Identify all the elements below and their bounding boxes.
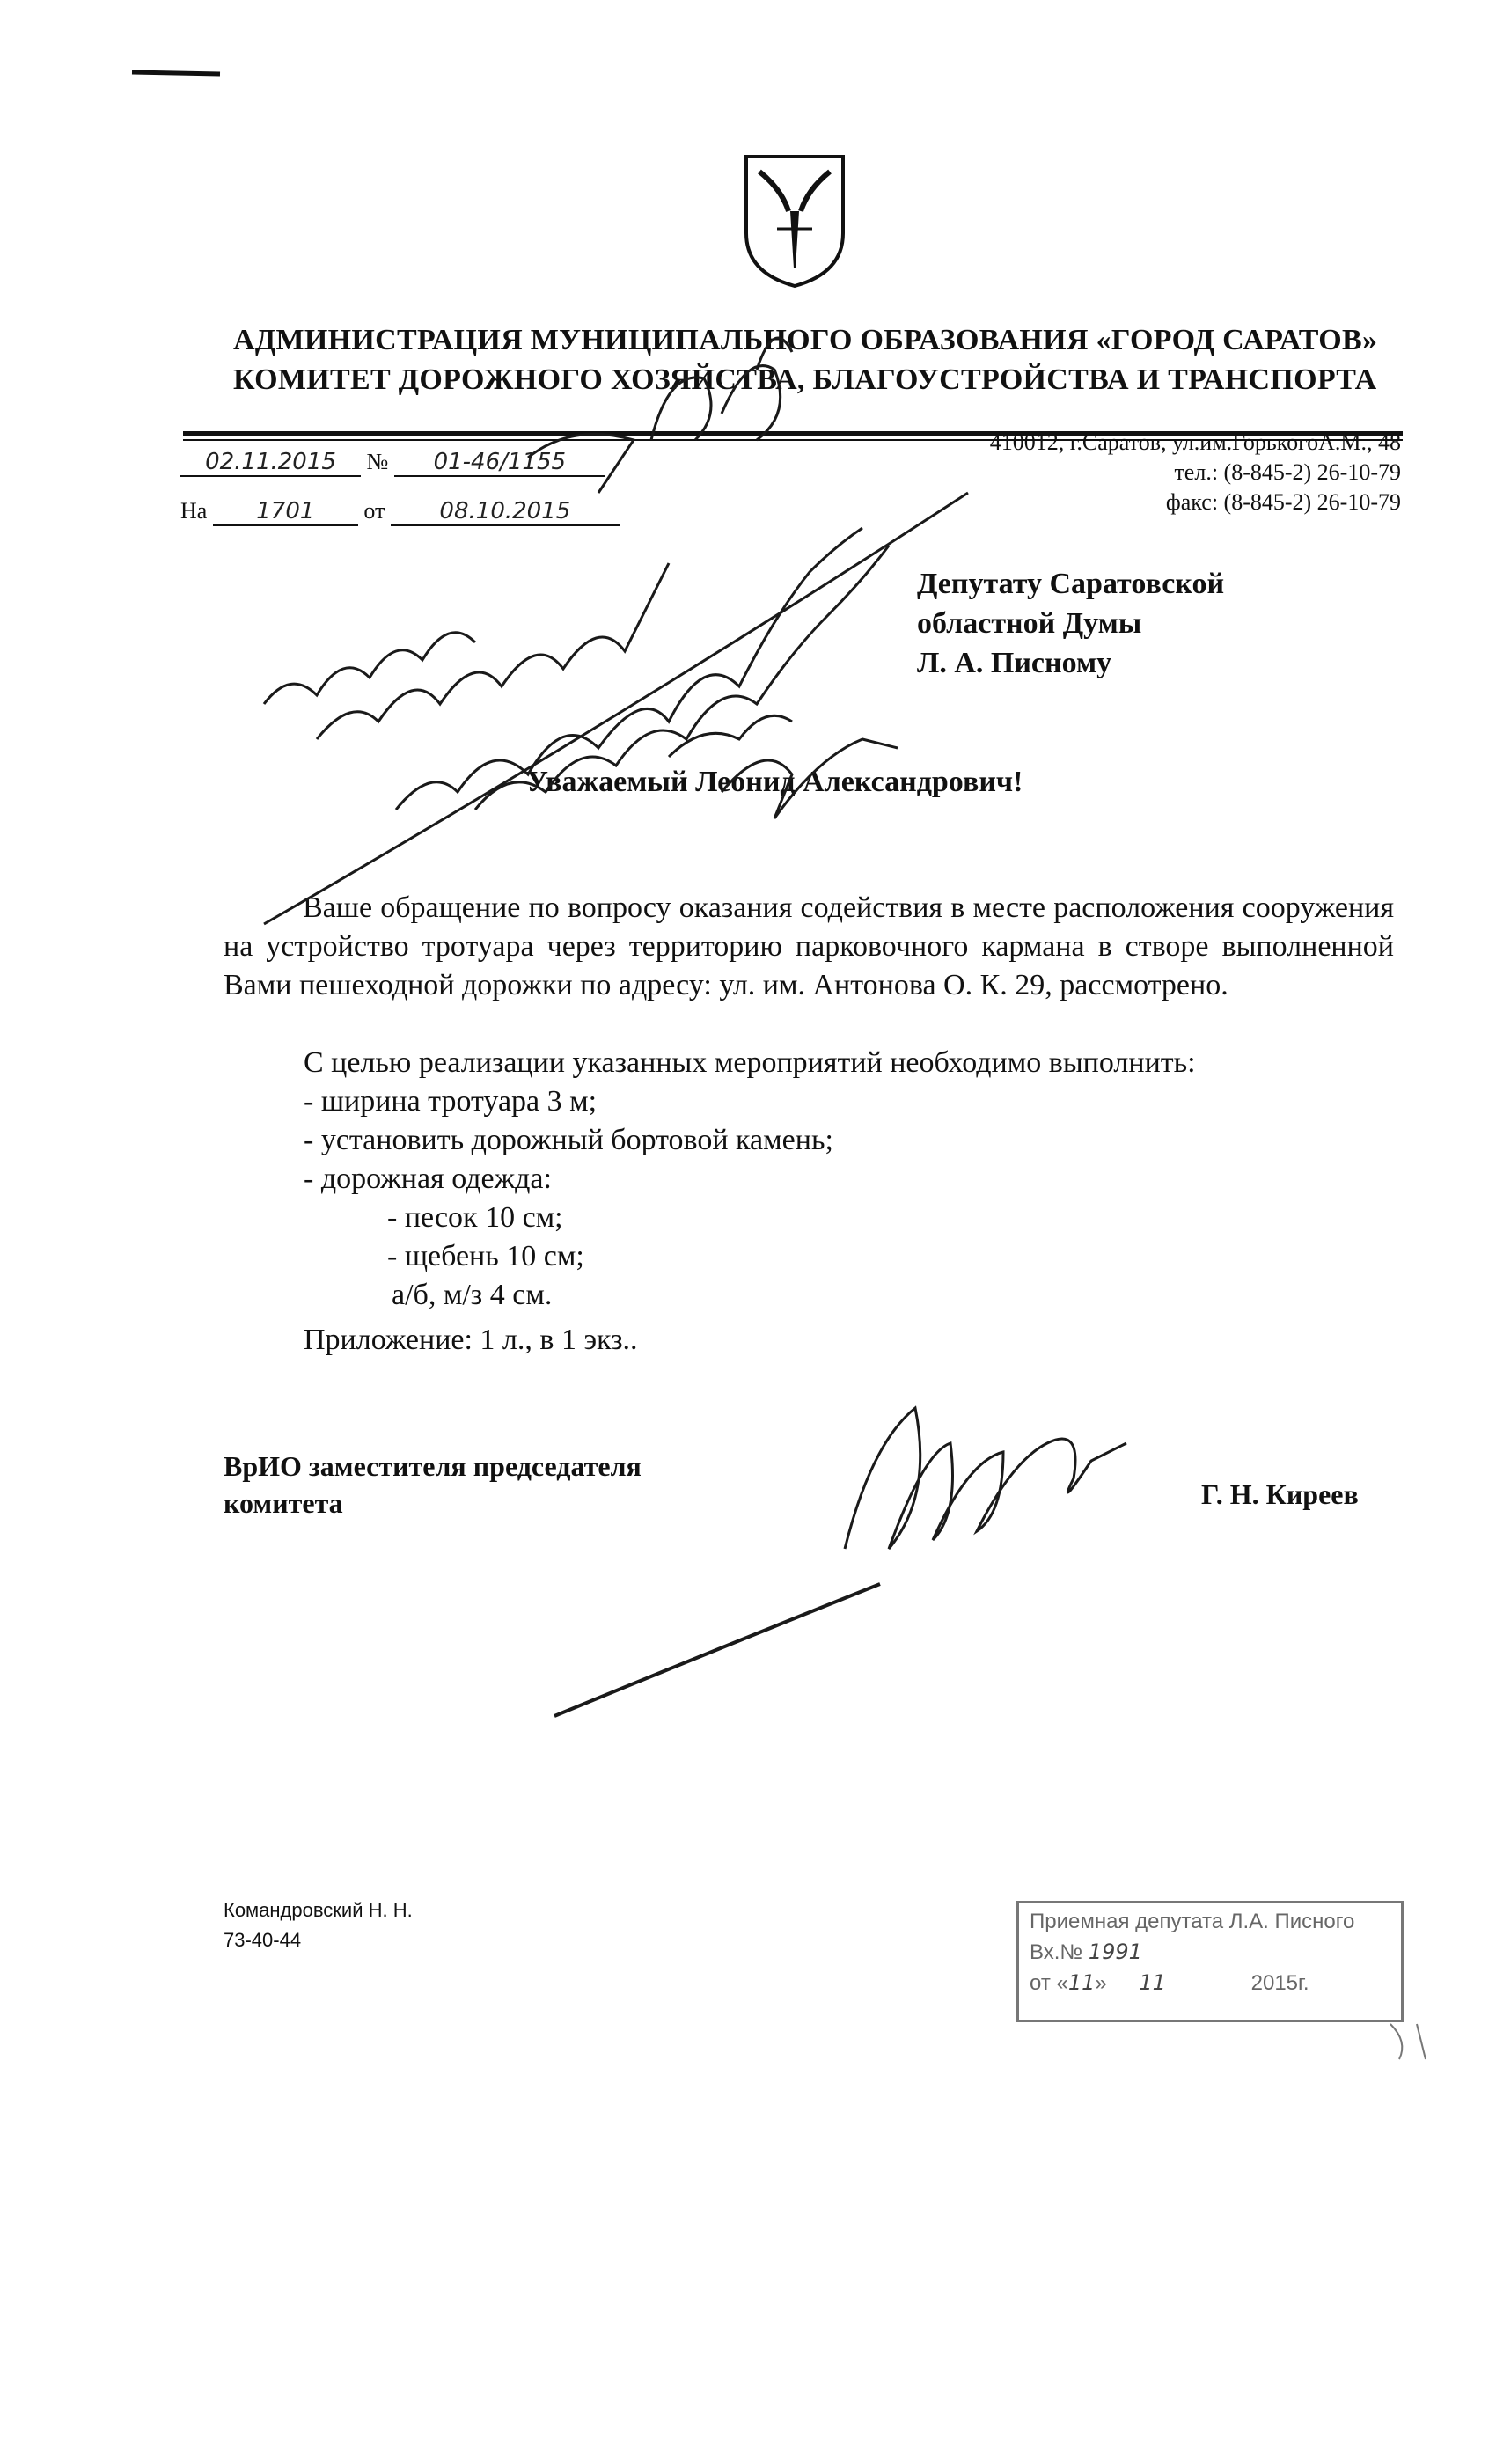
from-label: от <box>363 498 385 524</box>
header-scribble <box>651 338 792 440</box>
signatory-name: Г. Н. Киреев <box>1201 1478 1359 1510</box>
resolution-line-1 <box>264 633 475 704</box>
address-street: 410012, г.Саратов, ул.им.ГорькогоА.М., 48 <box>989 429 1401 455</box>
list-item: - дорожная одежда: <box>304 1162 552 1195</box>
number-label: № <box>366 449 389 474</box>
stamp-mid: » <box>1095 1971 1107 1995</box>
stamp-mark <box>1390 2024 1426 2059</box>
address-phone: тел.: (8-845-2) 26-10-79 <box>1174 459 1401 485</box>
resolution-slash <box>264 493 968 924</box>
outgoing-number: 01-46/1155 <box>394 449 605 477</box>
attachment-note: Приложение: 1 л., в 1 экз.. <box>304 1324 638 1356</box>
stamp-in-label: Вх.№ <box>1030 1940 1083 1964</box>
header-line-2: КОМИТЕТ ДОРОЖНОГО ХОЗЯЙСТВА, БЛАГОУСТРОЙСТВА И ТРАНСПОРТА <box>233 363 1377 396</box>
resolution-line-3 <box>396 528 862 810</box>
resolution-slash-2 <box>528 434 634 493</box>
salutation: Уважаемый Леонид Александрович! <box>526 766 1023 798</box>
on-label: На <box>180 498 208 524</box>
stamp-title: Приемная депутата Л.А. Писного <box>1030 1910 1355 1933</box>
addressee-line-1: Депутату Саратовской <box>917 568 1225 600</box>
corner-mark <box>132 72 220 74</box>
resolution-line-4 <box>475 546 889 810</box>
list-item: - ширина тротуара 3 м; <box>304 1085 598 1118</box>
signatory-title-line-2: комитета <box>224 1487 343 1519</box>
addressee-line-2: областной Думы <box>917 607 1142 640</box>
address-fax: факс: (8-845-2) 26-10-79 <box>1165 489 1401 515</box>
list-item: - установить дорожный бортовой камень; <box>304 1124 833 1156</box>
stamp-year: 2015 <box>1250 1971 1299 1995</box>
executor-name: Командровский Н. Н. <box>224 1899 413 1921</box>
sub-list-item: - щебень 10 см; <box>387 1240 584 1272</box>
body-paragraph-1: Ваше обращение по вопросу оказания содействия в месте расположения сооружения на устройство тротуара через территорию парковочного кармана в створе выполненной Вами пешеходной дорожки по адресу: ул. им. Антонова О. К. 29, рассмотрено. <box>224 891 1394 1001</box>
addressee-line-3: Л. А. Писному <box>917 647 1112 679</box>
sub-list-item: - песок 10 см; <box>387 1201 563 1234</box>
signatory-title-line-1: ВрИО заместителя председателя <box>224 1450 642 1482</box>
sub-list-item: а/б, м/з 4 см. <box>392 1279 553 1311</box>
stamp-month: 11 <box>1139 1970 1166 1995</box>
header-line-1: АДМИНИСТРАЦИЯ МУНИЦИПАЛЬНОГО ОБРАЗОВАНИЯ «ГОРОД САРАТОВ» <box>233 324 1378 356</box>
body-paragraph-2: С целью реализации указанных мероприятий необходимо выполнить: <box>304 1046 1196 1079</box>
stamp-in-number: 1991 <box>1088 1940 1142 1964</box>
signature-mark <box>845 1408 1126 1549</box>
reference-date: 08.10.2015 <box>391 498 620 526</box>
reference-number: 1701 <box>213 498 358 526</box>
stamp-day: 11 <box>1067 1970 1096 1995</box>
resolution-signature <box>722 739 898 818</box>
resolution-line-2 <box>317 563 669 739</box>
stamp-from-prefix: от « <box>1030 1971 1068 1995</box>
signature-tail <box>554 1584 880 1716</box>
executor-phone: 73-40-44 <box>224 1929 302 1951</box>
outgoing-date: 02.11.2015 <box>180 449 361 477</box>
stamp-year-suffix: г. <box>1298 1971 1309 1995</box>
